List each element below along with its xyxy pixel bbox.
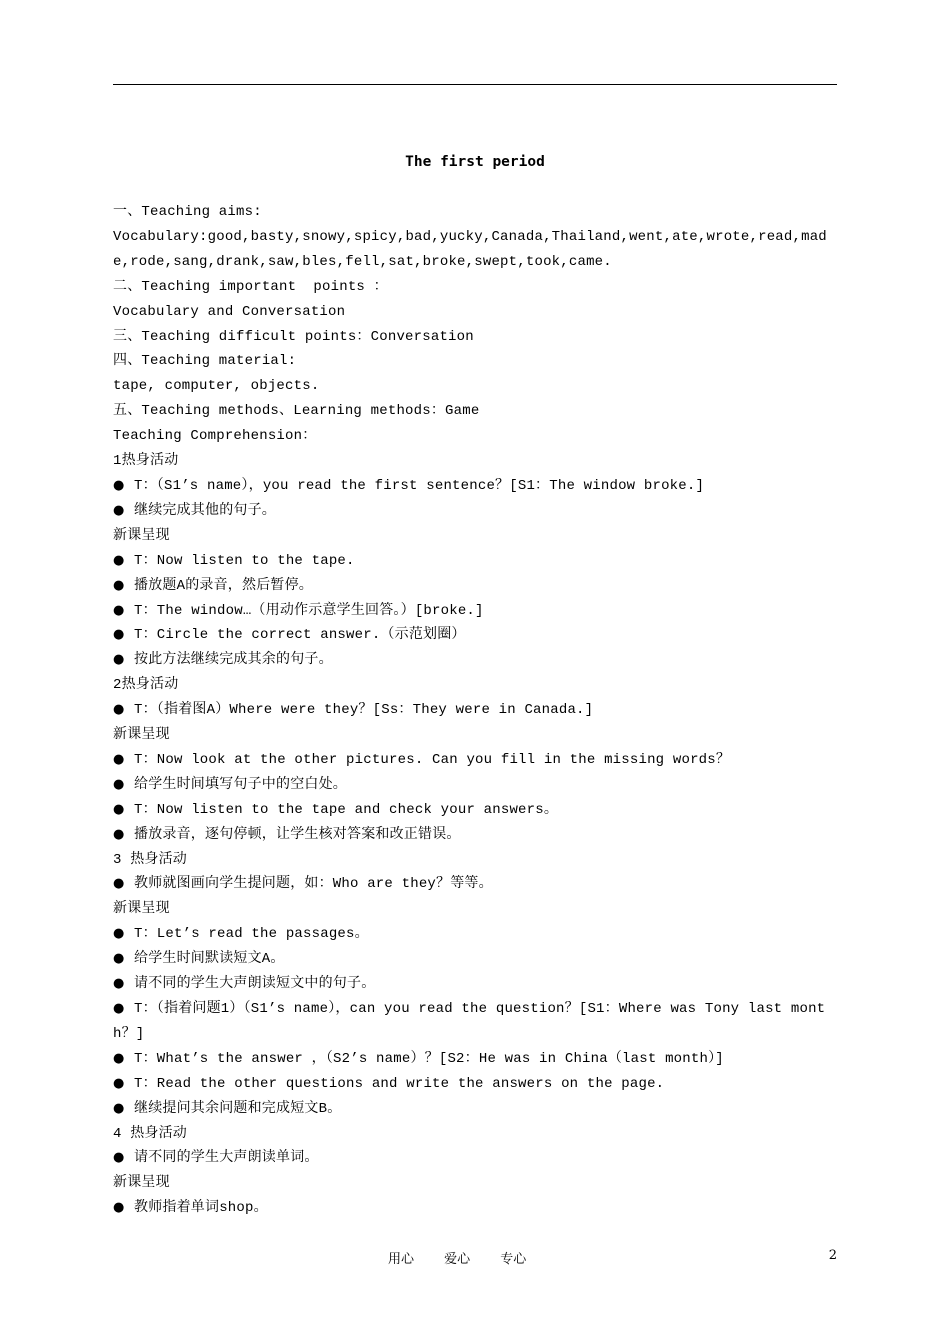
bullet-item bbox=[113, 698, 837, 723]
text-line bbox=[113, 1171, 837, 1196]
text-line bbox=[113, 897, 837, 922]
bullet-item bbox=[113, 798, 837, 823]
bullet-icon: ● bbox=[113, 1050, 125, 1066]
bullet-icon: ● bbox=[113, 776, 125, 792]
line-text: 3 热身活动 bbox=[113, 851, 188, 868]
bullet-item bbox=[113, 549, 837, 574]
bullet-item bbox=[113, 599, 837, 624]
line-text: 五、Teaching methods、Learning methods：Game bbox=[113, 403, 480, 420]
text-line bbox=[113, 723, 837, 748]
line-text: 4 热身活动 bbox=[113, 1125, 188, 1142]
line-text: 播放题A的录音，然后暂停。 bbox=[134, 577, 314, 594]
bullet-icon: ● bbox=[113, 627, 125, 643]
line-text: 播放录音，逐句停顿，让学生核对答案和改正错误。 bbox=[134, 826, 461, 843]
line-text: 二、Teaching important points ： bbox=[113, 278, 388, 295]
line-text: 教师就图画向学生提问题，如：Who are they？等等。 bbox=[134, 876, 493, 893]
line-text: 2热身活动 bbox=[113, 677, 179, 694]
line-text: 新课呈现 bbox=[113, 527, 170, 544]
text-line bbox=[113, 374, 837, 399]
text-line bbox=[113, 1122, 837, 1147]
page-number: 2 bbox=[828, 1248, 837, 1263]
bullet-icon: ● bbox=[113, 652, 125, 668]
bullet-item bbox=[113, 1196, 837, 1221]
bullet-icon: ● bbox=[113, 702, 125, 718]
line-text: 给学生时间填写句子中的空白处。 bbox=[134, 776, 347, 793]
bullet-item bbox=[113, 1097, 837, 1122]
bullet-item bbox=[113, 947, 837, 972]
bullet-icon: ● bbox=[113, 1100, 125, 1116]
line-text: 给学生时间默读短文A。 bbox=[134, 951, 285, 968]
bullet-icon: ● bbox=[113, 826, 125, 842]
text-line bbox=[113, 325, 837, 350]
bullet-icon: ● bbox=[113, 502, 125, 518]
bullet-icon: ● bbox=[113, 477, 125, 493]
bullet-item bbox=[113, 499, 837, 524]
line-text: 四、Teaching material: bbox=[113, 353, 297, 370]
bullet-icon: ● bbox=[113, 926, 125, 942]
bullet-item bbox=[113, 623, 837, 648]
line-text: T：Read the other questions and write the answers on the page. bbox=[134, 1075, 665, 1092]
bullet-item bbox=[113, 872, 837, 897]
line-text: 继续完成其他的句子。 bbox=[134, 502, 276, 519]
line-text: 一、Teaching aims: bbox=[113, 204, 262, 220]
line-text: T：Now listen to the tape. bbox=[134, 552, 355, 569]
line-text: 继续提问其余问题和完成短文B。 bbox=[134, 1100, 342, 1117]
bullet-item bbox=[113, 922, 837, 947]
bullet-item bbox=[113, 748, 837, 773]
bullet-item bbox=[113, 648, 837, 673]
line-text: T：The window…（用动作示意学生回答。）[broke.] bbox=[134, 602, 484, 619]
line-text: Teaching Comprehension： bbox=[113, 428, 317, 445]
page-footer bbox=[0, 1248, 950, 1270]
bullet-item bbox=[113, 1146, 837, 1171]
line-text: Vocabulary:good,basty,snowy,spicy,bad,yucky,Canada,Thailand,went,ate,wrote,read,made,rode,sang,drank,saw,bles,fell,sat,broke,swept,took,came. bbox=[113, 228, 827, 270]
bullet-icon: ● bbox=[113, 1001, 125, 1016]
bullet-item bbox=[113, 997, 837, 1047]
line-text: T：（指着图A）Where were they？[Ss：They were in Canada.] bbox=[134, 702, 594, 719]
bullet-icon: ● bbox=[113, 751, 125, 767]
bullet-item bbox=[113, 773, 837, 798]
line-text: T：Now look at the other pictures. Can you fill in the missing words？ bbox=[134, 751, 731, 768]
text-line bbox=[113, 225, 837, 275]
text-line bbox=[113, 399, 837, 424]
line-text: 新课呈现 bbox=[113, 901, 170, 918]
line-text: 1热身活动 bbox=[113, 453, 179, 470]
line-text: T：Now listen to the tape and check your answers。 bbox=[134, 801, 559, 818]
bullet-icon: ● bbox=[113, 577, 125, 593]
text-line bbox=[113, 200, 837, 225]
document-body bbox=[113, 200, 837, 1221]
line-text: Vocabulary and Conversation bbox=[113, 303, 346, 320]
bullet-item bbox=[113, 972, 837, 997]
line-text: T：（S1’s name），you read the first sentence？[S1：The window broke.] bbox=[134, 477, 705, 494]
bullet-item bbox=[113, 823, 837, 848]
line-text: 请不同的学生大声朗读短文中的句子。 bbox=[134, 976, 376, 993]
bullet-icon: ● bbox=[113, 602, 125, 618]
text-line bbox=[113, 524, 837, 549]
line-text: 请不同的学生大声朗读单词。 bbox=[134, 1150, 319, 1167]
text-line bbox=[113, 449, 837, 474]
text-line bbox=[113, 424, 837, 449]
bullet-icon: ● bbox=[113, 976, 125, 992]
bullet-item bbox=[113, 1072, 837, 1097]
text-line bbox=[113, 673, 837, 698]
bullet-icon: ● bbox=[113, 951, 125, 967]
line-text: tape, computer, objects. bbox=[113, 378, 320, 395]
line-text: 按此方法继续完成其余的句子。 bbox=[134, 652, 333, 669]
bullet-icon: ● bbox=[113, 1200, 125, 1216]
footer-motto: 用心 爱心 专心 bbox=[388, 1252, 527, 1267]
bullet-icon: ● bbox=[113, 801, 125, 817]
bullet-item bbox=[113, 1047, 837, 1072]
line-text: 新课呈现 bbox=[113, 727, 170, 744]
line-text: T：（指着问题1）（S1’s name），can you read the question？[S1：Where was Tony last month？] bbox=[113, 1001, 826, 1042]
line-text: 三、Teaching difficult points：Conversation bbox=[113, 328, 474, 345]
bullet-icon: ● bbox=[113, 1075, 125, 1091]
text-line bbox=[113, 848, 837, 873]
bullet-icon: ● bbox=[113, 552, 125, 568]
header-rule bbox=[113, 84, 837, 85]
line-text: T：Let’s read the passages。 bbox=[134, 926, 369, 943]
page-title: The first period bbox=[405, 154, 545, 170]
line-text: T：Circle the correct answer.（示范划圈） bbox=[134, 627, 466, 644]
bullet-item bbox=[113, 574, 837, 599]
line-text: T：What’s the answer ，（S2’s name）？[S2：He was in China（last month）] bbox=[134, 1050, 724, 1067]
bullet-item bbox=[113, 474, 837, 499]
bullet-icon: ● bbox=[113, 1150, 125, 1166]
text-line bbox=[113, 349, 837, 374]
text-line bbox=[113, 300, 837, 325]
line-text: 新课呈现 bbox=[113, 1175, 170, 1192]
line-text: 教师指着单词shop。 bbox=[134, 1200, 268, 1217]
bullet-icon: ● bbox=[113, 876, 125, 892]
text-line bbox=[113, 275, 837, 300]
